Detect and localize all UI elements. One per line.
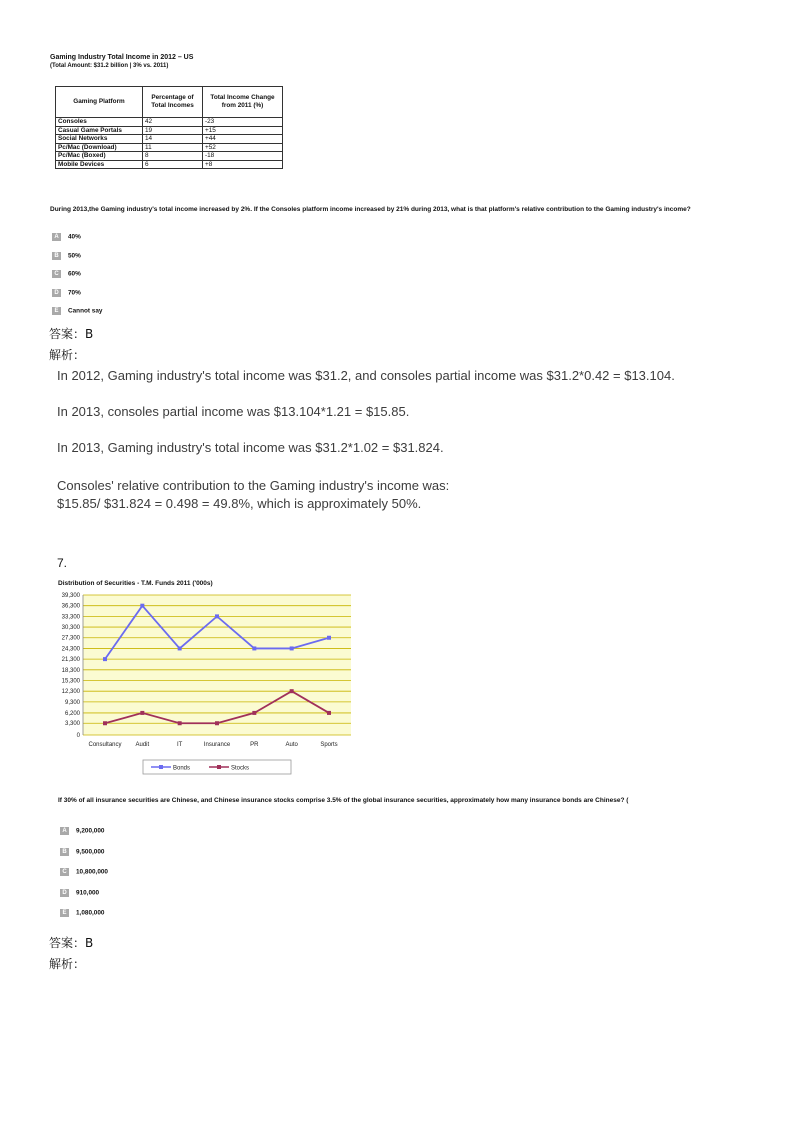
data-point	[327, 711, 331, 715]
table-row	[56, 152, 283, 161]
x-tick-label: Sports	[320, 742, 338, 748]
data-point	[327, 636, 331, 640]
legend-marker	[217, 765, 221, 769]
column-header: Gaming Platform	[56, 87, 143, 118]
analysis-label: 解析：	[49, 957, 86, 971]
table-cell: 19	[143, 126, 203, 135]
x-tick-label: Insurance	[203, 742, 231, 748]
legend-label: Stocks	[231, 765, 250, 772]
data-point	[252, 646, 256, 650]
answer-label: 答案：B	[49, 936, 94, 950]
answer-option[interactable]	[60, 827, 104, 835]
y-tick-label: 12,300	[61, 689, 80, 696]
question-text: During 2013,the Gaming industry's total income increased by 2%. If the Consoles platform income increased by 21% during 2013, what is that platform's relative contribution to the Gaming industry's income?	[50, 206, 691, 213]
option-letter-box[interactable]: C	[52, 270, 61, 278]
x-tick-label: Auto	[285, 742, 298, 748]
data-point	[290, 646, 294, 650]
table-cell: -23	[203, 118, 283, 127]
table-cell: 6	[143, 160, 203, 169]
y-tick-label: 24,300	[61, 646, 80, 653]
answer-option[interactable]	[60, 889, 99, 897]
table-cell: 11	[143, 143, 203, 152]
option-letter-box[interactable]: E	[52, 307, 61, 315]
answer-option[interactable]	[52, 289, 81, 297]
answer-option[interactable]	[52, 307, 102, 315]
option-text: 60%	[68, 270, 81, 278]
option-text: 9,500,000	[76, 848, 105, 855]
y-tick-label: 6,200	[64, 710, 80, 717]
question-text: If 30% of all insurance securities are Chinese, and Chinese insurance stocks comprise 3.5% of the global insurance securities, approximately how many insurance bonds are Chinese? (	[58, 797, 629, 804]
table-row	[56, 160, 283, 169]
data-point	[103, 721, 107, 725]
option-letter-box[interactable]: D	[60, 889, 69, 897]
table-cell: +8	[203, 160, 283, 169]
table-cell: Mobile Devices	[56, 160, 143, 169]
data-point	[252, 711, 256, 715]
option-text: 50%	[68, 252, 81, 259]
table-cell: +15	[203, 126, 283, 135]
option-letter-box[interactable]: D	[52, 289, 61, 297]
answer-option[interactable]	[52, 252, 81, 260]
explanation-line: In 2013, consoles partial income was $13.104*1.21 = $15.85.	[57, 404, 410, 419]
answer-option[interactable]	[60, 848, 104, 856]
y-tick-label: 21,300	[61, 657, 80, 664]
y-tick-label: 15,300	[61, 678, 80, 685]
answer-option[interactable]	[60, 868, 108, 876]
option-letter-box[interactable]: A	[60, 827, 69, 835]
option-text: 10,800,000	[76, 868, 108, 876]
y-tick-label: 30,300	[61, 625, 80, 632]
answer-label: 答案：B	[49, 327, 94, 341]
y-tick-label: 39,300	[61, 593, 80, 599]
option-letter-box[interactable]: A	[52, 233, 61, 241]
legend-label: Bonds	[173, 765, 191, 772]
answer-option[interactable]	[52, 270, 81, 278]
column-header: Total Income Change from 2011 (%)	[203, 87, 283, 118]
option-letter-box[interactable]: C	[60, 868, 69, 876]
table-cell: Pc/Mac (Download)	[56, 143, 143, 152]
y-tick-label: 33,300	[61, 614, 80, 621]
data-point	[290, 689, 294, 693]
data-point	[178, 721, 182, 725]
data-point	[140, 711, 144, 715]
table-title: Gaming Industry Total Income in 2012 – US	[50, 54, 194, 61]
option-text: Cannot say	[68, 307, 103, 315]
table-subtitle: (Total Amount: $31.2 billion | 3% vs. 2011)	[50, 63, 169, 69]
table-cell: 8	[143, 152, 203, 161]
question-number: 7.	[57, 556, 68, 570]
table-row	[56, 118, 283, 127]
chart-title: Distribution of Securities - T.M. Funds 2011 ('000s)	[58, 580, 213, 587]
option-text: 1,080,000	[76, 909, 105, 917]
legend-marker	[159, 765, 163, 769]
table-cell: -18	[203, 152, 283, 161]
option-text: 910,000	[76, 889, 100, 896]
table-row	[56, 126, 283, 135]
x-tick-label: PR	[250, 742, 259, 748]
answer-option[interactable]	[52, 233, 81, 241]
y-tick-label: 27,300	[61, 635, 80, 642]
x-tick-label: Audit	[135, 742, 150, 748]
x-tick-label: Consultancy	[88, 742, 122, 748]
option-letter-box[interactable]: B	[60, 848, 69, 856]
table-cell: Social Networks	[56, 135, 143, 144]
explanation-line: $15.85/ $31.824 = 0.498 = 49.8%, which is approximately 50%.	[57, 496, 422, 511]
explanation-line: Consoles' relative contribution to the Gaming industry's income was:	[57, 478, 450, 493]
securities-line-chart	[55, 590, 355, 780]
table-cell: Pc/Mac (Boxed)	[56, 152, 143, 161]
explanation-line: In 2012, Gaming industry's total income was $31.2, and consoles partial income was $31.2*0.42 = $13.104.	[57, 368, 675, 383]
y-tick-label: 36,300	[61, 603, 80, 610]
y-tick-label: 9,300	[64, 699, 80, 706]
y-tick-label: 3,300	[64, 721, 80, 728]
y-tick-label: 18,300	[61, 667, 80, 674]
option-letter-box[interactable]: B	[52, 252, 61, 260]
table-cell: 42	[143, 118, 203, 127]
explanation-line: In 2013, Gaming industry's total income was $31.2*1.02 = $31.824.	[57, 440, 444, 455]
data-point	[103, 657, 107, 661]
table-cell: Consoles	[56, 118, 143, 127]
table-row	[56, 135, 283, 144]
data-point	[215, 721, 219, 725]
table-cell: +52	[203, 143, 283, 152]
data-point	[178, 646, 182, 650]
gaming-income-table	[55, 86, 283, 169]
table-cell: Casual Game Portals	[56, 126, 143, 135]
table-row	[56, 143, 283, 152]
option-text: 9,200,000	[76, 827, 105, 835]
x-tick-label: IT	[176, 742, 183, 748]
column-header: Percentage of Total Incomes	[143, 87, 203, 118]
analysis-label: 解析：	[49, 348, 86, 362]
data-point	[140, 604, 144, 608]
answer-option[interactable]	[60, 909, 104, 917]
option-text: 70%	[68, 289, 81, 296]
table-cell: 14	[143, 135, 203, 144]
y-tick-label: 0	[76, 733, 80, 739]
option-text: 40%	[68, 233, 81, 241]
data-point	[215, 614, 219, 618]
option-letter-box[interactable]: E	[60, 909, 69, 917]
table-cell: +44	[203, 135, 283, 144]
